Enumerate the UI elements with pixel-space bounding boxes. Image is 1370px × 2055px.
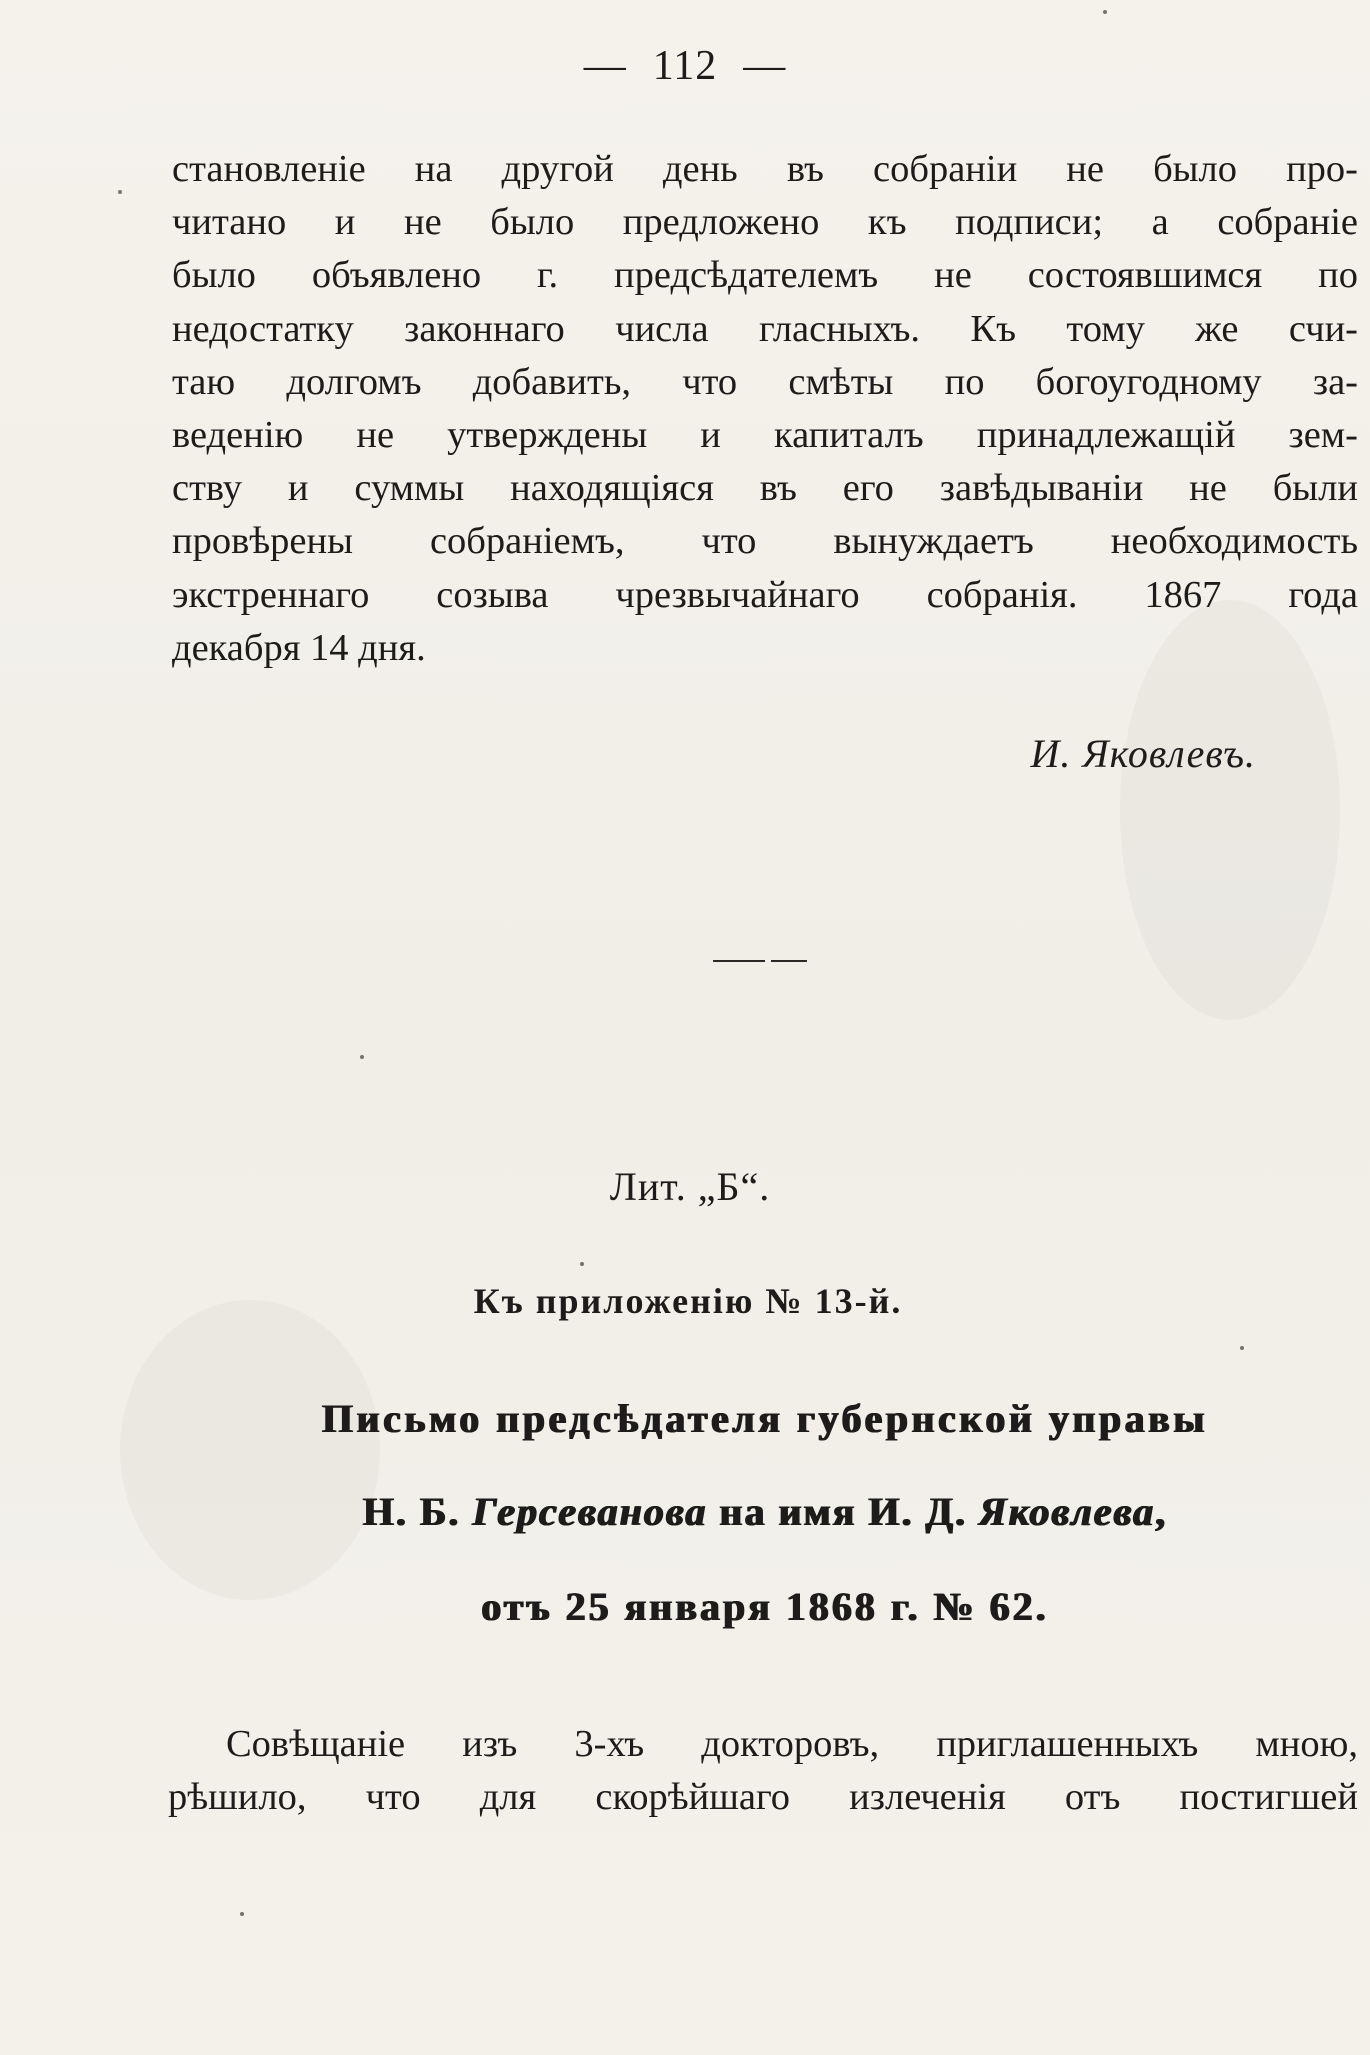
text-line: становленіе на другой день въ собраніи не было про- [172,148,1358,190]
text-line: декабря 14 дня. [172,626,426,669]
body-text-paragraph-2 [168,1718,1358,1824]
text-line: экстреннаго созыва чрезвычайнаго собранія. 1867 года [172,573,1358,616]
page-number-dash-left: — [583,43,627,89]
heading-initials: Н. Б. [362,1489,473,1534]
section-label: Лит. „Б“. [609,1164,771,1209]
heading-comma: , [1155,1489,1168,1534]
page-number [0,42,1370,90]
signature: И. Яковлевъ. [1030,731,1256,776]
letter-heading-line-1: Письмо предсѣдателя губернской управы [321,1396,1209,1441]
letter-heading-date: отъ 25 января 1868 г. № 62. [481,1584,1049,1629]
text-line: таю долгомъ добавить, что смѣты по богоугодному за- [172,360,1358,403]
text-line: провѣрены собраніемъ, что вынуждаетъ необходимость [172,520,1358,563]
text-line: рѣшило, что для скорѣйшаго излеченія отъ постигшей [168,1776,1358,1819]
text-line: читано и не было предложено къ подписи; а собраніе [172,201,1358,244]
heading-sender-name: Герсеванова [472,1489,708,1534]
text-line: ству и суммы находящіяся въ его завѣдываніи не были [172,467,1358,510]
heading-addressee-prefix: на имя И. Д. [707,1489,980,1534]
text-line: Совѣщаніе изъ 3-хъ докторовъ, приглашенныхъ мною, [226,1723,1358,1765]
text-line: веденію не утверждены и капиталъ принадлежащій зем- [172,413,1358,456]
appendix-label: Къ приложенію № 13-й. [473,1281,903,1321]
page-number-dash-right: — [743,43,787,89]
page-number-value: 112 [652,43,718,89]
text-line: было объявлено г. предсѣдателемъ не состоявшимся по [172,254,1358,297]
heading-addressee-name: Яковлева [979,1489,1156,1534]
letter-heading-line-2 [170,1488,1360,1535]
body-text-paragraph-1 [172,143,1358,675]
text-line: недостатку законнаго числа гласныхъ. Къ тому же счи- [172,307,1358,350]
section-divider [713,960,807,964]
